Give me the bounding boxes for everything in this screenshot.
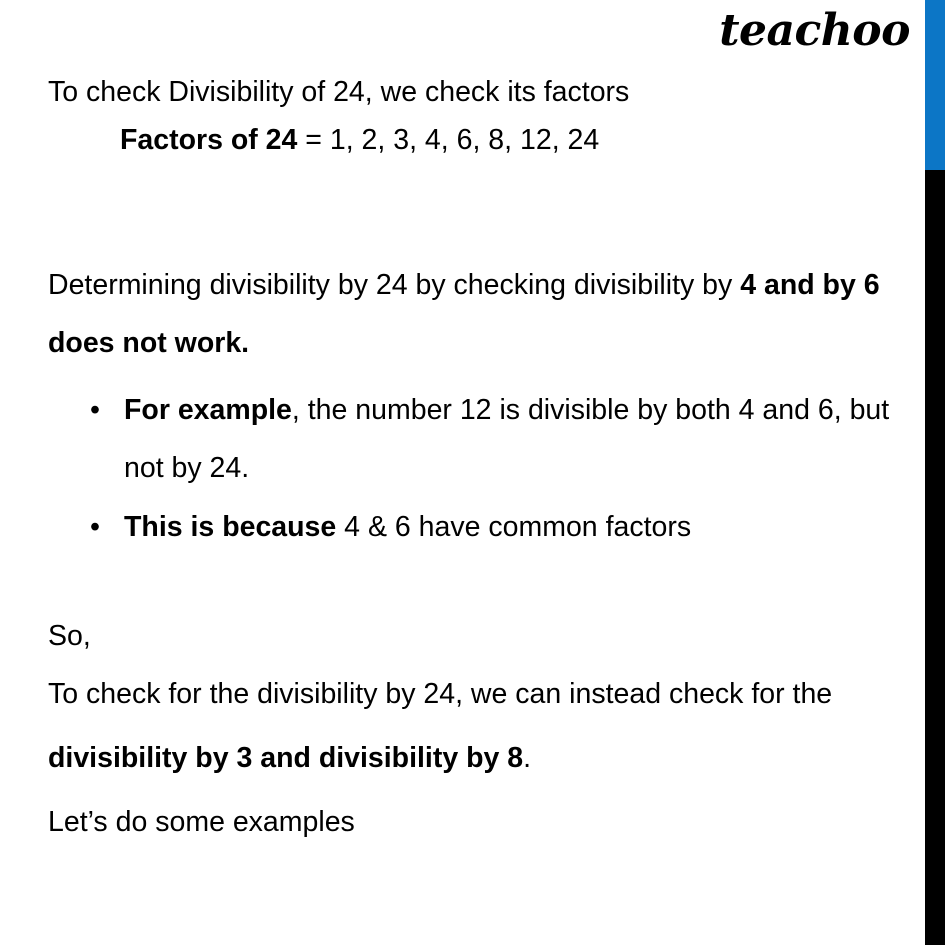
bullet-1-normal-text: , the number 12 is divisible by both 4 and 6, but not by 24. (124, 393, 890, 485)
list-item (90, 498, 894, 556)
edge-bar-black-segment (925, 170, 945, 945)
lets-do-examples-line: Let’s do some examples (48, 806, 355, 839)
edge-bar-blue-segment (925, 0, 945, 170)
list-item (90, 381, 894, 498)
intro-line: To check Divisibility of 24, we check its factors (48, 76, 630, 108)
bullet-1-bold-text: For example (124, 393, 292, 426)
factors-line (120, 126, 886, 174)
bullet-2-normal-text: 4 & 6 have common factors (336, 510, 692, 543)
bullet-2-bold-text: This is because (124, 510, 337, 543)
teachoo-logo: teachoo (719, 5, 910, 56)
so-line: So, (48, 620, 91, 653)
bullet-dot-icon: • (90, 393, 100, 426)
spacer-before-bullets (48, 373, 886, 381)
factors-label: Factors of 24 (120, 124, 298, 156)
bullet-dot-icon: • (90, 510, 100, 543)
bullet-list (48, 381, 890, 556)
factors-values: = 1, 2, 3, 4, 6, 8, 12, 24 (297, 124, 600, 156)
divisibility-3-and-8-line (48, 744, 886, 808)
spacer-after-factors (48, 174, 886, 256)
divisibility-3-and-8-bold-text: divisibility by 3 and divisibility by 8 (48, 742, 524, 775)
slide-body (48, 76, 890, 856)
determining-paragraph (48, 256, 883, 373)
check-divisibility-line: To check for the divisibility by 24, we can instead check for the (48, 678, 833, 711)
divisibility-period: . (523, 742, 532, 775)
right-edge-bar (925, 0, 945, 945)
determining-bold-text: 4 and by 6 does not work. (48, 269, 880, 360)
spacer-before-conclusion (48, 556, 886, 622)
determining-normal-text: Determining divisibility by 24 by checking divisibility by (48, 269, 741, 301)
